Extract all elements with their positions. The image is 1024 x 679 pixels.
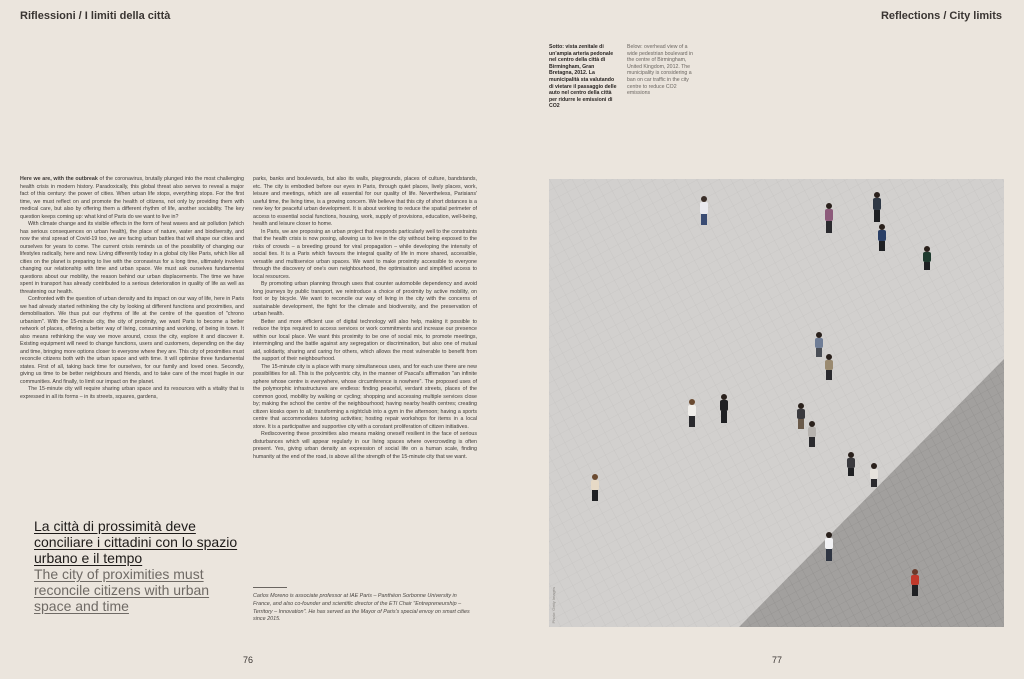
body-paragraph: With climate change and its visible effects in the form of heat waves and air pollution (which has serious consequences on urban health), the place of nature, water and biodiversity, and now the viral spread of Covid-19 too, we are facing urban battles that will shape our cities and ourselves for years to come. The current crisis reminds us of the possibility of changing our lifestyles radically, here and now. Living differently today in a global city like Paris, which like all cities on the planet is preparing to live with the coronavirus for a long time, ultimately involves changing our relationship with time and urban space. We must ask ourselves fundamental questions about our mobility, the reason behind our urban displacements. The time we have spent in transport has already contributed to a serious deterioration in quality of life as well as threatening our health. <box>20 221 244 295</box>
pedestrian <box>825 354 833 380</box>
pedestrian <box>847 452 855 476</box>
bio-divider <box>253 587 287 588</box>
pedestrian <box>797 403 805 429</box>
caption-italian: Sotto: vista zenitale di un'ampia arteria pedonale nel centro della città di Birmingham, Gran Bretagna, 2012. La municipalità sta valutando di vietare il passaggio delle auto nel centro della città per ridurre le emissioni di CO2 <box>549 44 617 110</box>
pull-quote <box>34 518 249 614</box>
author-bio: Carlos Moreno is associate professor at IAE Paris – Panthéon Sorbonne University in France, and also co-founder and scientific director of the ETI Chair "Entrepreneurship – Territory – Innovation". He has served as the Mayor of Paris's special envoy on smart cities since 2015. <box>253 593 470 623</box>
body-paragraph: parks, banks and boulevards, but also its walls, playgrounds, places of culture, bandstands, etc. The city is embodied before our eyes in Paris, through quiet places, lively places, work, leisure and meetings, which are all essential for our quality of life. Nevertheless, Parisians' useful time, the living time, is a growing concern. We believe that this city of short distances is a new key for peaceful urban development. It is about working to reduce the spatial perimeter of access to essential social functions, housing, work, supply of provisions, education, well-being, health and leisure closer to home. <box>253 176 477 227</box>
pedestrian <box>878 224 886 251</box>
aerial-photo-illustration <box>549 179 1004 627</box>
pedestrian <box>815 332 823 357</box>
page-number-left: 76 <box>243 655 254 665</box>
body-column-1 <box>20 176 244 401</box>
aerial-photo <box>549 179 1004 627</box>
page-number-right: 77 <box>772 655 783 665</box>
pedestrian <box>870 463 878 487</box>
pedestrian <box>923 246 931 270</box>
body-paragraph: The 15-minute city is a place with many simultaneous uses, and for each use there are new possibilities for all. This is the polycentric city, in the manner of Pascal's affirmation "an infinite sphere whose centre is everywhere, whose circumference is nowhere". The proposed uses of the polymorphic infrastructures are endless: finding peaceful, verdant streets, places of the common good, mobility by walking or cycling; shopping and accessing multiple services close by; making the school the centre of the neighbourhood; having nearby health centres; creating citizen kiosks open to all; transforming a nightclub into a gym in the afternoon; having a sports centre that accommodates tutoring activities; hosting repair workshops for items in a local store. It is a participative and supportive city with a constant proliferation of citizen initiatives. <box>253 363 477 430</box>
body-paragraph: The 15-minute city will require sharing urban space and its resources with a vitality that is expressed in all its forms – in its streets, squares, gardens, <box>20 386 244 400</box>
running-head-right: Reflections / City limits <box>880 10 1002 22</box>
body-paragraph: Better and more efficient use of digital technology will also help, making it possible to reduce the trips required to access services or work commitments and increase our presence within our local place. We want this proximity to be one of social mix, to promote meetings, intermingling and the battle against any segregation or discrimination, but also one of mutual aid, solidarity, sharing and caring for others, which allows the most vulnerable to benefit from the support of their neighbourhood. <box>253 318 477 362</box>
body-column-2 <box>253 176 477 461</box>
photo-credit: Photo: Getty Images <box>551 586 556 623</box>
pull-quote-english: The city of proximities must reconcile citizens with urban space and time <box>34 566 210 614</box>
lead-in: Here we are, with the outbreak <box>20 176 98 182</box>
body-paragraph: In Paris, we are proposing an urban project that responds particularly well to the constraints that the health crisis is now posing, allowing us to live in the city without being exposed to the risks of crowds – a breeding ground for viral propagation – while developing the intensity of social ties. It is a Paris which favours the integral quality of life in more shared, accessible, versatile and multiservice urban spaces. We want to make proximity accessible to everyone through the discovery of one's own neighbourhood, the optimisation and simplified access to local resources. <box>253 228 477 280</box>
body-paragraph: By promoting urban planning through uses that counter automobile dependency and avoid long journeys by public transport, we reintroduce a choice of proximity by active mobility, on foot or by bicycle. We want to reconcile our way of living in the city with the concerns of sustainable development, the fight for the climate and biodiversity, and the preservation of urban health. <box>253 281 477 317</box>
caption-english: Below: overhead view of a wide pedestrian boulevard in the centre of Birmingham, United Kingdom, 2012. The municipality is considering a ban on car traffic in the city centre to reduce CO2 emissions <box>627 44 694 97</box>
body-paragraph: Rediscovering these proximities also means making oneself resilient in the face of serious disturbances which will appear regularly in our living spaces where overcrowding is often present. Yes, giving urban density an expression of social life on a human scale, finding humanity at the end of the road, is above all the strength of the 15-minute city that we want. <box>253 431 477 460</box>
body-paragraph: Confronted with the question of urban density and its impact on our way of life, here in Paris we had already started rethinking the city by looking at different functions and proximities, and demobilisation. We thus put our rhythms of life at the centre of the question of "chrono urbanism". With the 15-minute city, the city of proximity, we want Paris to become a better network of places, offering a better way of living, consuming and working, of being in town. It also means rethinking the way we move around, cross the city, explore it and discover it. Existing equipment will need to change functions, users and customers, depending on the day and time, bringing more options closer to everyone where they are. This city of proximities must reconcile citizens both with the urban space and with time. It will optimise three fundamental states. First of all, taking back time for ourselves, for our family and loved ones. Secondly, giving us time to be better neighbours and friends, and to take care of the most fragile in our communities. And finally, to limit our impact on the planet. <box>20 296 244 385</box>
pedestrian <box>911 569 919 596</box>
pull-quote-italian: La città di prossimità deve conciliare i cittadini con lo spazio urbano e il tempo <box>34 518 238 566</box>
pedestrian <box>591 474 599 501</box>
pedestrian <box>808 421 816 447</box>
body-paragraph: Here we are, with the outbreak of the coronavirus, brutally plunged into the most challenging health crisis in modern history. Paradoxically, this global threat also serves to reveal a major fact of this century: the power of cities. When urban life stops, everything stops. For the first time, we must reflect on and promote the health of citizens, not only by providing them with medical care, but also by offering them a different rhythm of life, another sociability. The key question keeps coming up: what kind of Paris do we want to live in? <box>20 176 244 220</box>
running-head-left: Riflessioni / I limiti della città <box>20 10 171 22</box>
